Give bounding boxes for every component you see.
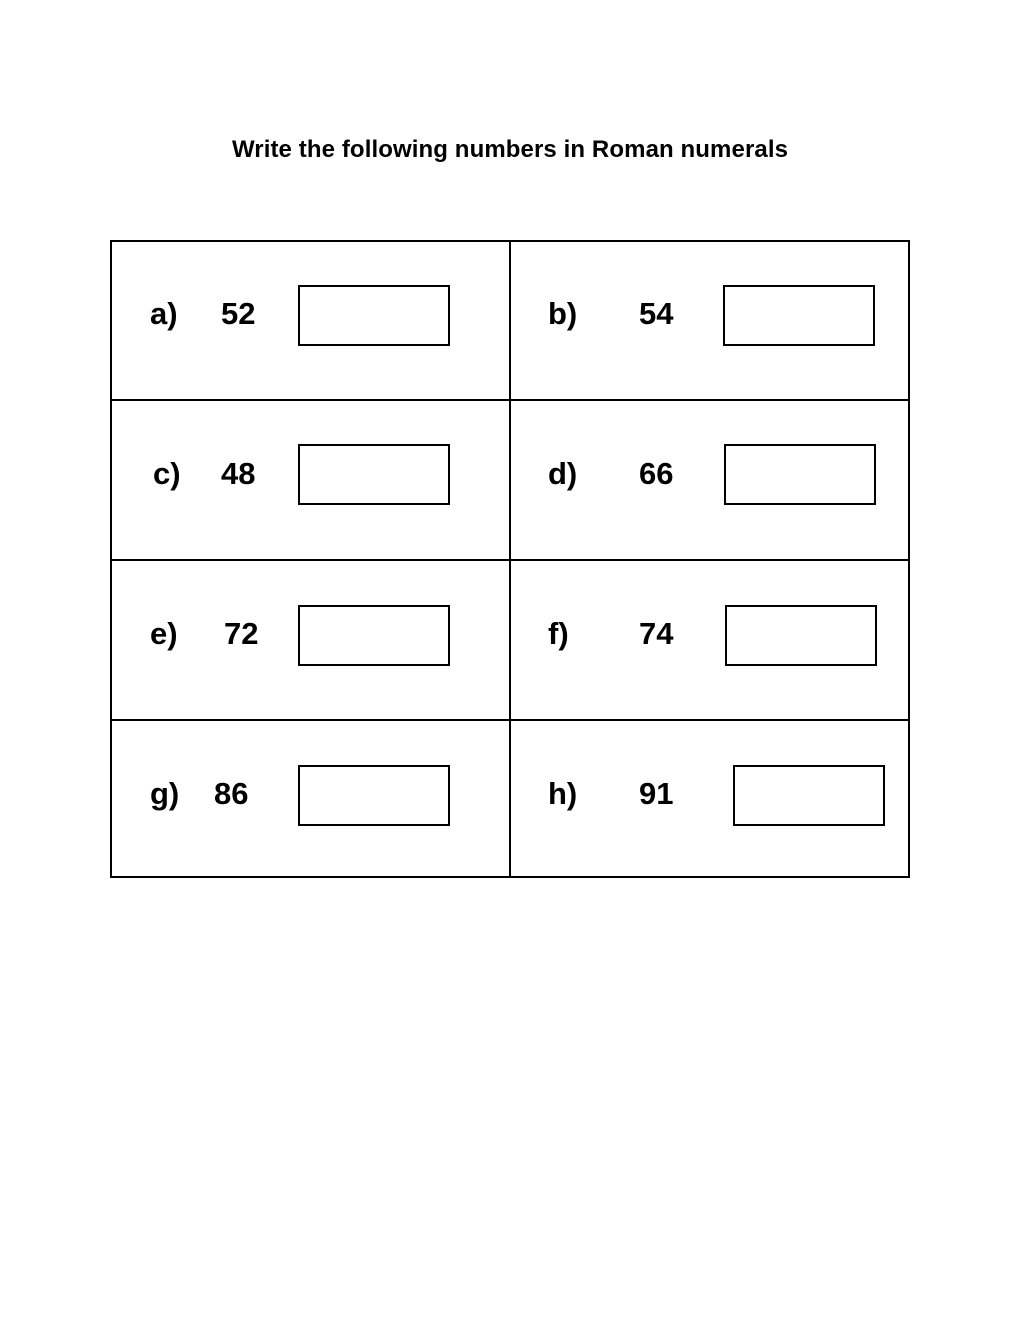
item-a-letter: a) xyxy=(150,296,178,331)
item-f-number: 74 xyxy=(639,616,674,651)
item-c-answer-box[interactable] xyxy=(298,444,450,505)
item-d-number: 66 xyxy=(639,456,674,491)
worksheet-title: Write the following numbers in Roman numerals xyxy=(231,136,789,163)
item-d-letter: d) xyxy=(548,456,578,491)
item-c-number: 48 xyxy=(221,456,256,491)
item-h-letter: h) xyxy=(548,776,578,811)
item-h-number: 91 xyxy=(639,776,674,811)
item-b-answer-box[interactable] xyxy=(723,285,875,346)
item-g-number: 86 xyxy=(214,776,249,811)
item-e-answer-box[interactable] xyxy=(298,605,450,666)
item-a-number: 52 xyxy=(221,296,256,331)
item-c-letter: c) xyxy=(153,456,181,491)
grid-row-divider xyxy=(110,719,910,721)
item-f-answer-box[interactable] xyxy=(725,605,877,666)
grid-row-divider xyxy=(110,399,910,401)
item-e-number: 72 xyxy=(224,616,259,651)
item-h-answer-box[interactable] xyxy=(733,765,885,826)
item-a-answer-box[interactable] xyxy=(298,285,450,346)
item-d-answer-box[interactable] xyxy=(724,444,876,505)
item-g-letter: g) xyxy=(150,776,180,811)
item-f-letter: f) xyxy=(548,616,569,651)
item-g-answer-box[interactable] xyxy=(298,765,450,826)
item-b-number: 54 xyxy=(639,296,674,331)
item-e-letter: e) xyxy=(150,616,178,651)
grid-row-divider xyxy=(110,559,910,561)
item-b-letter: b) xyxy=(548,296,578,331)
